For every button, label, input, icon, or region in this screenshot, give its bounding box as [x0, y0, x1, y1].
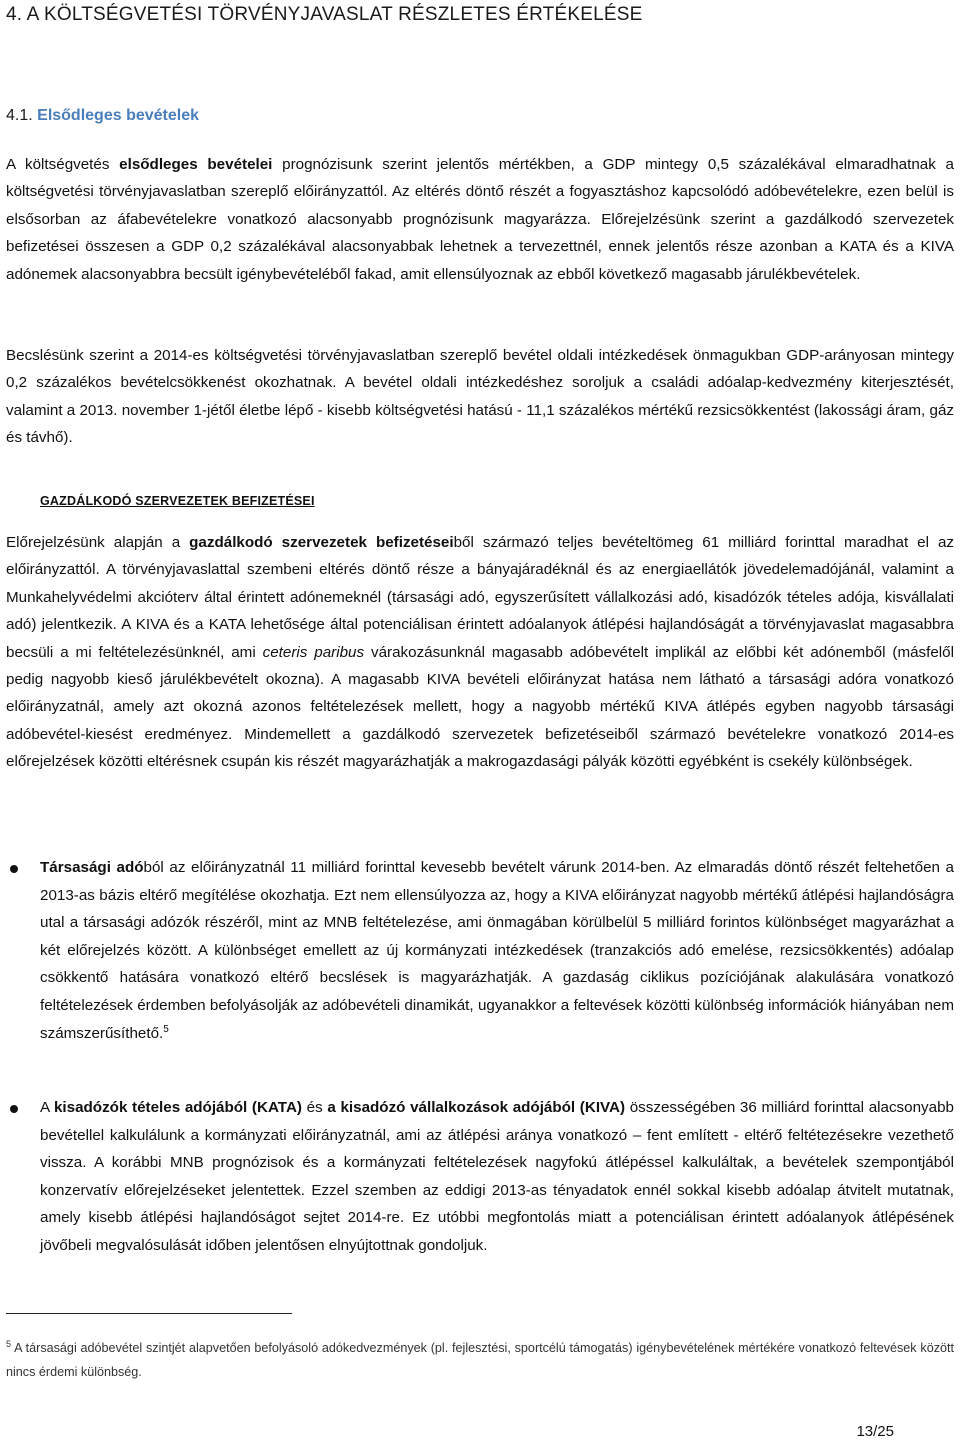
footnote-number: 5	[6, 1338, 12, 1349]
footnote-separator	[6, 1313, 292, 1314]
subsection-title: GAZDÁLKODÓ SZERVEZETEK BEFIZETÉSEI	[40, 494, 315, 508]
paragraph-corporate-payments	[6, 529, 954, 776]
bold-term: a kisadózó vállalkozások adójából (KIVA)	[327, 1099, 626, 1116]
list-item-text	[40, 854, 954, 1047]
page-number: 13/25	[856, 1423, 894, 1440]
bold-term: kisadózók tételes adójából (KATA)	[53, 1099, 302, 1116]
italic-term: ceteris paribus	[262, 643, 365, 661]
chapter-heading: 4. A KÖLTSÉGVETÉSI TÖRVÉNYJAVASLAT RÉSZLETES ÉRTÉKELÉSE	[6, 4, 643, 25]
section-heading	[6, 107, 954, 125]
bold-term: Társasági adó	[40, 859, 144, 876]
paragraph-primary-revenues	[6, 151, 954, 288]
footnote	[6, 1336, 954, 1384]
text-run: A	[40, 1099, 54, 1116]
section-title: Elsődleges bevételek	[37, 107, 199, 124]
footnote-text: A társasági adóbevétel szintjét alapvetően befolyásoló adókedvezmények (pl. fejlesztési, sportcélú támogatás) igénybevételének mértékére vonatkozó feltevések között nincs érdemi különbség.	[6, 1341, 954, 1379]
text-run: és	[301, 1099, 328, 1116]
text-run: összességében 36 milliárd forinttal alacsonyabb bevétellel kalkulálunk a kormányzati előirányzatnál, ami az átlépési aránya vonatkozó – fent említett - eltérő feltétezésekre vezethető vissza. A korábbi MNB prognózisok és a kormányzati feltételezések nagyfokú átlépéssel kalkuláltak, a bevételek szempontjából konzervatív előrejelzéseket jelentettek. Ezzel szemben az eddigi 2013-as tényadatok ennél sokkal kisebb adóalap átvitelt mutatnak, amely kisebb átlépési hajlandóságot sejtet 2014-re. Ez utóbbi megfontolás miatt a potenciálisan érintett adóalanyok átlépésének jövőbeli megvalósulását időben jelentősen elnyújtottnak gondoljuk.	[40, 1099, 954, 1254]
text-run: ből származó teljes bevételtömeg 61 milliárd forinttal maradhat el az előirányzattól. A törvényjavaslattal szembeni eltérés döntő része a bányajáradéknál és az energiaellátók jövedelemadójánál, valamint a Munkahelyvédelmi akcióterv által érintett adónemeknél (társasági adó, egyszerűsített vállalkozási adó, kisadózók tételes adója, kisvállalati adó) jelentkezik. A KIVA és a KATA lehetősége által potenciálisan érintett adóalanyok átlépési hajlandóságát a törvényjavaslat magasabbra becsüli a mi feltételezésünknél, ami	[6, 534, 955, 661]
bold-term: elsődleges bevételei	[119, 156, 273, 173]
text-run: ból az előirányzatnál 11 milliárd forinttal kevesebb bevételt várunk 2014-ben. Az elmaradás döntő részét feltehetően a 2013-as bázis eltérő megítélése okozhatja. Ezt nem ellensúlyozza az, hogy a KIVA előirányzat nagyobb mértékű átlépési hajlandóságra utal a társasági adózók részéről, mint az MNB feltételezése, ami önmagában körülbelül 5 milliárd forintos különbséget magyarázhat a két előrejelzés között. A különbséget emellett az új kormányzati intézkedések (tranzakciós adó emelése, rezsicsökkentés) adóalap csökkentő hatására vonatkozó eltérő becslések is magyarázhatják. A gazdaság ciklikus pozíciójának alakulására vonatkozó feltételezések érdemben befolyásolják az adóbevételi dinamikát, ugyanakkor a feltevések közötti különbség információk hiányában nem számszerűsíthető.	[40, 859, 954, 1042]
bullet-icon	[10, 1105, 18, 1113]
text-run: A költségvetés	[6, 156, 120, 173]
list-item-text	[40, 1094, 954, 1260]
bold-term: gazdálkodó szervezetek befizetései	[189, 534, 454, 551]
text-run: prognózisunk szerint jelentős mértékben, a GDP mintegy 0,5 százalékával elmaradhatnak a költségvetési törvényjavaslatban szereplő előirányzattól. Az eltérés döntő részét a fogyasztáshoz kapcsolódó adóbevételekre, ezen belül is elsősorban az áfabevételekre vonatkozó alacsonyabb prognózisunk magyarázza. Előrejelzésünk szerint a gazdálkodó szervezetek befizetései összesen a GDP 0,2 százalékával alacsonyabbak lehetnek a tervezettnél, ennek jelentős része azonban a KATA és a KIVA adónemek alacsonyabbra becsült igénybevételéből fakad, amit ellensúlyoznak az ebből következő magasabb járulékbevételek.	[6, 156, 954, 283]
text-run: Előrejelzésünk alapján a	[6, 534, 190, 551]
section-number: 4.1.	[6, 107, 33, 124]
paragraph-measures: Becslésünk szerint a 2014-es költségvetési törvényjavaslatban szereplő bevétel oldali intézkedések önmagukban GDP-arányosan mintegy 0,2 százalékos bevételcsökkenést okozhatnak. A bevétel oldali intézkedéshez soroljuk a családi adóalap-kedvezmény kiterjesztését, valamint a 2013. november 1-jétől életbe lépő - kisebb költségvetési hatású - 11,1 százalékos mértékű rezsicsökkentést (lakossági áram, gáz és távhő).	[6, 347, 954, 447]
footnote-ref: 5	[163, 1023, 169, 1035]
text-run: várakozásunknál magasabb adóbevételt implikál az előbbi két adónemből (másfelől pedig nagyobb kieső járulékbevételt okozna). A magasabb KIVA bevételi előirányzat hatása nem látható a társasági adóra vonatkozó előirányzatnál, amely azt okozná azonos feltételezések mellett, hogy a nagyobb mértékű KIVA átlépés egyben nagyobb társasági adóbevétel-kiesést eredményez. Mindemellett a gazdálkodó szervezetek befizetéseiből származó bevételekre vonatkozó 2014-es előrejelzések közötti eltérésnek csupán kis részét magyarázhatják a makrogazdasági pályák közötti egyébként is csekély különbségek.	[6, 643, 954, 771]
bullet-icon	[10, 865, 18, 873]
